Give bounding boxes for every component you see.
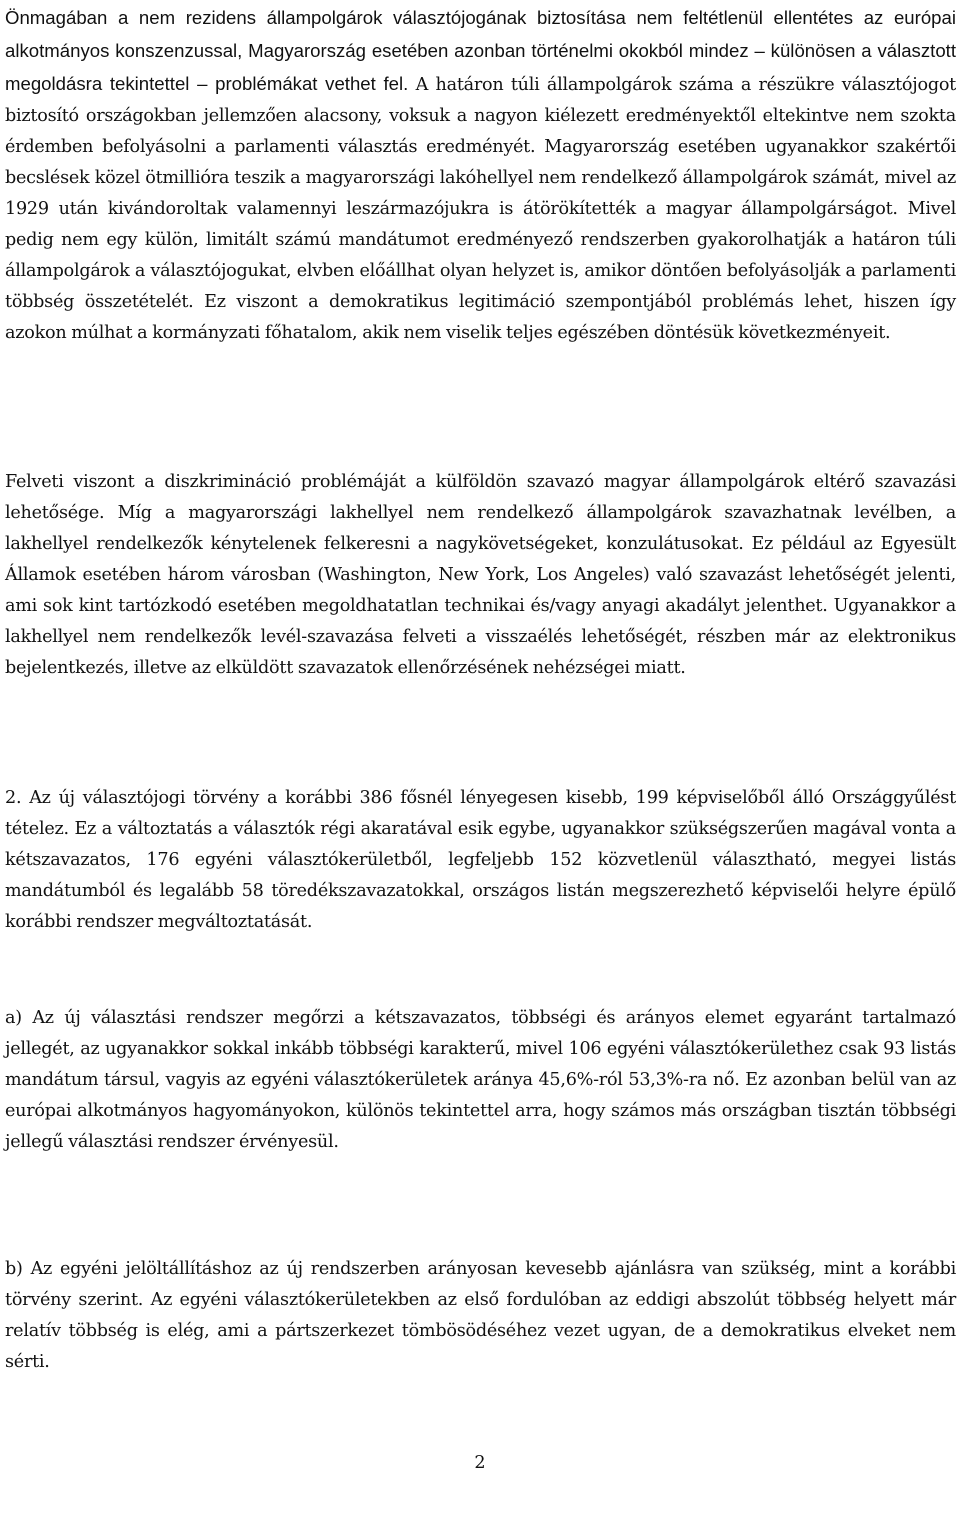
paragraph-1-lead: Önmagában a nem rezidens állampolgárok választójogának biztosítása nem feltétlenül ellentétes az európai alkotmányos konszenzussal, Magyarország esetében azonban történelmi okokból mindez – különösen a választott megoldásra tekintettel – problémákat vethet fel. xyxy=(5,7,956,94)
paragraph-5: b) Az egyéni jelöltállításhoz az új rendszerben arányosan kevesebb ajánlásra van szükség, mint a korábbi törvény szerint. Az egyéni választókerületekben az első fordulóban az eddigi abszolút többség helyett már relatív többség is elég, ami a pártszerkezet tömbösödéséhez vezet ugyan, de a demokratikus elveket nem sérti. xyxy=(5,1259,956,1372)
paragraph-1 xyxy=(5,2,956,349)
paragraph-4: a) Az új választási rendszer megőrzi a kétszavazatos, többségi és arányos elemet egyaránt tartalmazó jellegét, az ugyanakkor sokkal inkább többségi karakterű, mivel 106 egyéni választókerülethez csak 93 listás mandátum társul, vagyis az egyéni választókerületek aránya 45,6%-ról 53,3%-ra nő. Ez azonban belül van az európai alkotmányos hagyományokon, különös tekintettel arra, hogy számos más országban tisztán többségi jellegű választási rendszer érvényesül. xyxy=(5,1008,956,1152)
paragraph-2: Felveti viszont a diszkrimináció problémáját a külföldön szavazó magyar állampolgárok eltérő szavazási lehetősége. Míg a magyarországi lakhellyel nem rendelkező állampolgárok szavazhatnak levélben, a lakhellyel rendelkezők kénytelenek felkeresni a nagykövetségeket, konzulátusokat. Ez például az Egyesült Államok esetében három városban (Washington, New York, Los Angeles) való szavazást lehetőségét jelenti, ami sok kint tartózkodó esetében megoldhatatlan technikai és/vagy anyagi akadályt jelenthet. Ugyanakkor a lakhellyel nem rendelkezők levél-szavazása felveti a visszaélés lehetőségét, részben már az elektronikus bejelentkezés, illetve az elküldött szavazatok ellenőrzésének nehézségei miatt. xyxy=(5,472,956,678)
paragraph-1-text: A határon túli állampolgárok száma a részükre választójogot biztosító országokban jellemzően alacsony, voksuk a nagyon kiélezett eredményektől eltekintve nem szokta érdemben befolyásolni a parlamenti választás eredményét. Magyarország esetében ugyanakkor szakértői becslések közel ötmillióra teszik a magyarországi lakóhellyel nem rendelkező állampolgárok számát, mivel az 1929 után kivándoroltak valamennyi leszármazójukra is átörökítették a magyar állampolgárságot. Mivel pedig nem egy külön, limitált számú mandátumot eredményező rendszerben gyakorolhatják a határon túli állampolgárok a választójogukat, elvben előállhat olyan helyzet is, amikor döntően befolyásolják a parlamenti többség összetételét. Ez viszont a demokratikus legitimáció szempontjából problémás lehet, hiszen így azokon múlhat a kormányzati főhatalom, akik nem viselik teljes egészében döntésük következményeit. xyxy=(5,75,956,343)
page-number: 2 xyxy=(474,1453,486,1473)
paragraph-3: 2. Az új választójogi törvény a korábbi 386 fősnél lényegesen kisebb, 199 képviselőből álló Országgyűlést tételez. Ez a változtatás a választók régi akaratával esik egybe, ugyanakkor szükségszerűen magával vonta a kétszavazatos, 176 egyéni választókerületből, legfeljebb 152 közvetlenül választható, megyei listás mandátumból és legalább 58 töredékszavazatokkal, országos listán megszerezhető képviselői helyre épülő korábbi rendszer megváltoztatását. xyxy=(5,788,956,932)
